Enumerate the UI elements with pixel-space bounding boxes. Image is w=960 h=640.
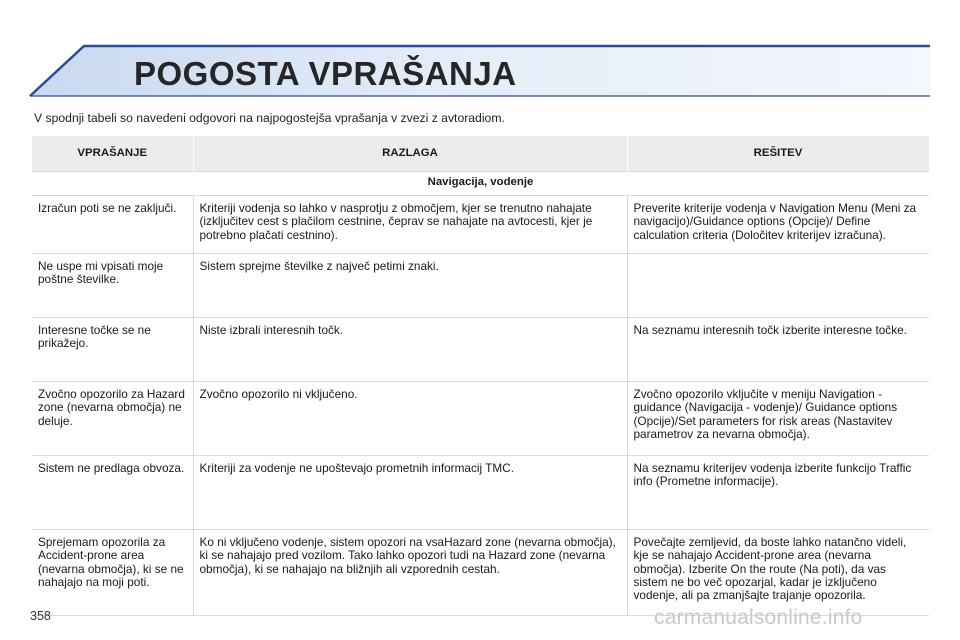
cell-solution: Na seznamu interesnih točk izberite interesne točke.: [627, 318, 929, 382]
cell-explanation: Ko ni vključeno vodenje, sistem opozori na vsaHazard zone (nevarna območja), ki se nahajajo pred vozilom. Tako lahko opozori tudi na Hazard zone (nevarna območja), ki se nahajajo na bližnjih ali vzporednih cestah.: [193, 530, 627, 616]
cell-question: Zvočno opozorilo za Hazard zone (nevarna območja) ne deluje.: [32, 382, 193, 456]
table-row: [32, 382, 929, 456]
cell-solution: Zvočno opozorilo vključite v meniju Navigation - guidance (Navigacija - vodenje)/ Guidance options (Opcije)/Set parameters for risk areas (Nastavitev parametrov za nevarna območja).: [627, 382, 929, 456]
cell-explanation: Kriteriji za vodenje ne upoštevajo prometnih informacij TMC.: [193, 456, 627, 530]
column-header-solution: REŠITEV: [627, 136, 929, 172]
page-number: 358: [30, 609, 51, 623]
table-row: [32, 196, 929, 254]
table-row: [32, 456, 929, 530]
cell-solution: Na seznamu kriterijev vodenja izberite funkcijo Traffic info (Prometne informacije).: [627, 456, 929, 530]
faq-table: [32, 136, 930, 616]
column-header-explanation: RAZLAGA: [193, 136, 627, 172]
section-title: Navigacija, vodenje: [32, 172, 929, 196]
section-row: [32, 172, 929, 196]
intro-text: V spodnji tabeli so navedeni odgovori na najpogostejša vprašanja v zvezi z avtoradiom.: [34, 111, 505, 125]
table-header-row: [32, 136, 929, 172]
cell-solution: Povečajte zemljevid, da boste lahko natančno videli, kje se nahajajo Accident-prone area (nevarna območja). Izberite On the route (Na poti), da vas sistem ne bo več opozarjal, kadar je izključeno vodenje, ali pa zmanjšajte trajanje opozorila.: [627, 530, 929, 616]
page-title: POGOSTA VPRAŠANJA: [134, 55, 517, 92]
cell-explanation: Kriteriji vodenja so lahko v nasprotju z območjem, kjer se trenutno nahajate (izključitev cest s plačilom cestnine, čeprav se nahajate na avtocesti, kjer je potrebno plačati cestnino).: [193, 196, 627, 254]
table-row: [32, 254, 929, 318]
cell-question: Ne uspe mi vpisati moje poštne številke.: [32, 254, 193, 318]
cell-explanation: Zvočno opozorilo ni vključeno.: [193, 382, 627, 456]
cell-question: Interesne točke se ne prikažejo.: [32, 318, 193, 382]
table-row: [32, 318, 929, 382]
cell-question: Sistem ne predlaga obvoza.: [32, 456, 193, 530]
watermark: carmanualsonline.info: [654, 606, 863, 629]
cell-question: Izračun poti se ne zaključi.: [32, 196, 193, 254]
cell-explanation: Sistem sprejme številke z največ petimi znaki.: [193, 254, 627, 318]
table-row: [32, 530, 929, 616]
column-header-question: VPRAŠANJE: [32, 136, 193, 172]
cell-solution: [627, 254, 929, 318]
cell-solution: Preverite kriterije vodenja v Navigation Menu (Meni za navigacijo)/Guidance options (Opcije)/ Define calculation criteria (Določitev kriterijev izračuna).: [627, 196, 929, 254]
cell-question: Sprejemam opozorila za Accident-prone area (nevarna območja), ki se ne nahajajo na moji poti.: [32, 530, 193, 616]
cell-explanation: Niste izbrali interesnih točk.: [193, 318, 627, 382]
